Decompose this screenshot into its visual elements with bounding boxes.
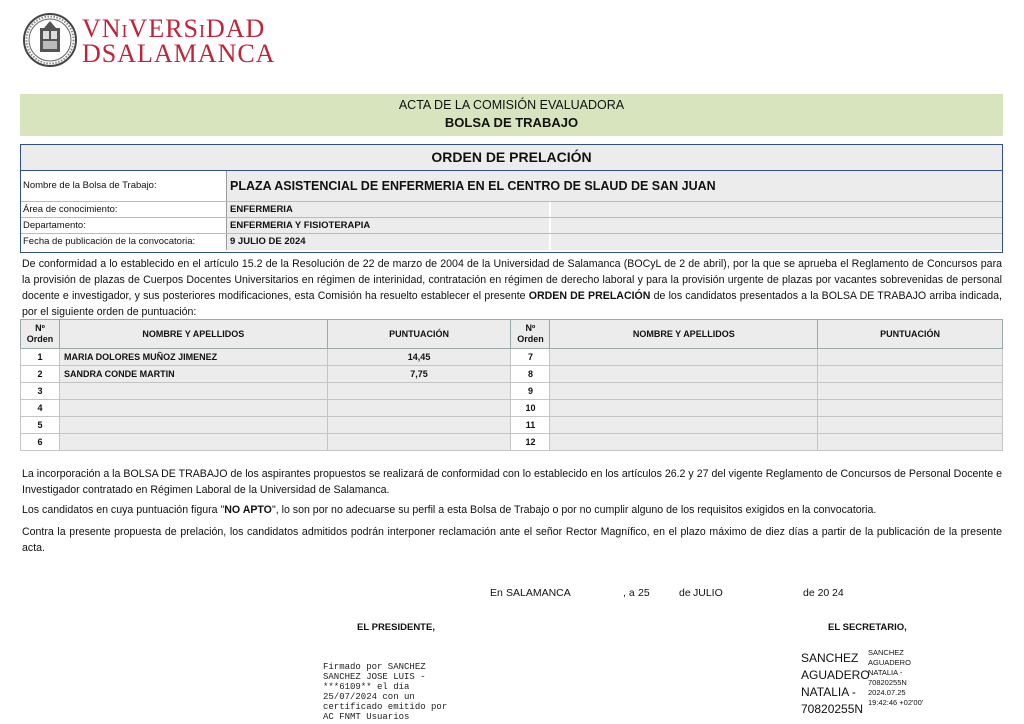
appeal-paragraph: Contra la presente propuesta de prelación, los candidatos admitidos podrán interponer reclamación ante el señor Rector Magnífico, en el plazo máximo de diez días a partir de la publicación de la presente acta. xyxy=(22,526,1002,554)
month-field: JULIO xyxy=(693,587,723,599)
header-line-2: BOLSA DE TRABAJO xyxy=(444,115,579,130)
order-cell: 8 xyxy=(511,366,550,383)
field-row-departamento xyxy=(21,218,1002,234)
secretary-title: EL SECRETARIO, xyxy=(828,622,907,633)
order-cell: 6 xyxy=(21,434,60,451)
name-cell xyxy=(59,417,327,434)
university-logo xyxy=(22,12,276,70)
score-cell xyxy=(327,417,511,434)
field-value: PLAZA ASISTENCIAL DE ENFERMERIA EN EL CENTRO DE SLAUD DE SAN JUAN xyxy=(227,171,1002,201)
header-order: Nº Orden xyxy=(21,320,60,349)
document-header xyxy=(20,94,1003,136)
score-cell: 7,75 xyxy=(327,366,511,383)
place-comma-label: , a xyxy=(623,587,635,599)
name-cell: MARIA DOLORES MUÑOZ JIMENEZ xyxy=(59,349,327,366)
info-box xyxy=(20,144,1003,253)
secretary-signature-name: SANCHEZ AGUADERO NATALIA - 70820255N xyxy=(801,651,870,716)
score-cell xyxy=(818,366,1003,383)
order-cell: 1 xyxy=(21,349,60,366)
score-cell xyxy=(327,434,511,451)
table-row xyxy=(21,366,1003,383)
name-cell xyxy=(59,400,327,417)
secretary-signature-stamp: SANCHEZ AGUADERO NATALIA - 70820255N 2024.07.25 19:42:46 +02'00' xyxy=(868,648,924,707)
name-cell xyxy=(550,383,818,400)
score-cell xyxy=(327,400,511,417)
field-row-area xyxy=(21,202,1002,218)
score-cell xyxy=(818,417,1003,434)
university-name: VNiVERSiDAD DSALAMANCA xyxy=(82,14,276,68)
field-label: Departamento: xyxy=(21,218,227,233)
city-field: SALAMANCA xyxy=(506,587,571,599)
name-cell xyxy=(550,366,818,383)
year-prefix-label: de 20 xyxy=(803,587,830,599)
field-label: Fecha de publicación de la convocatoria: xyxy=(21,234,227,250)
field-row-bolsa xyxy=(21,171,1002,202)
table-row xyxy=(21,349,1003,366)
table-row xyxy=(21,400,1003,417)
president-title: EL PRESIDENTE, xyxy=(357,622,435,633)
field-value: ENFERMERIA xyxy=(227,202,1002,217)
table-row xyxy=(21,417,1003,434)
header-name: NOMBRE Y APELLIDOS xyxy=(59,320,327,349)
table-row xyxy=(21,383,1003,400)
place-de-label: de xyxy=(679,587,691,599)
president-signature-stamp: Firmado por SANCHEZ SANCHEZ JOSE LUIS - ***6109** el día 25/07/2024 con un certificado emitido por AC FNMT Usuarios xyxy=(323,662,448,722)
name-cell xyxy=(59,383,327,400)
order-cell: 5 xyxy=(21,417,60,434)
field-value: ENFERMERIA Y FISIOTERAPIA xyxy=(227,218,1002,233)
year-field: 24 xyxy=(832,587,844,599)
name-cell xyxy=(59,434,327,451)
score-cell xyxy=(818,434,1003,451)
intro-paragraph: De conformidad a lo establecido en el artículo 15.2 de la Resolución de 22 de marzo de 2004 de la Universidad de Salamanca (BOCyL de 2 de abril), por la que se aprueba el Reglamento de Concursos para la provisión de plazas de Cuerpos Docentes Universitarios en régimen de interinidad, contratación en régimen de derecho laboral y para la provisión urgente de plazas por vacantes sobrevenidas de personal docente e investigador, y sus posteriores modificaciones, esta Comisión ha resuelto establecer el presente ORDEN DE PRELACIÓN de los candidatos presentados a la BOLSA DE TRABAJO arriba indicada, por el siguiente orden de puntuación: xyxy=(22,258,1002,318)
name-cell: SANDRA CONDE MARTIN xyxy=(59,366,327,383)
university-seal-icon xyxy=(22,12,78,68)
candidates-table xyxy=(20,319,1003,451)
incorporation-paragraph: La incorporación a la BOLSA DE TRABAJO de los aspirantes propuestos se realizará de conformidad con lo establecido en los artículos 26.2 y 27 del vigente Reglamento de Concursos de Personal Docente e Investigador contratado en Régimen Laboral de la Universidad de Salamanca. xyxy=(22,468,1002,496)
order-cell: 7 xyxy=(511,349,550,366)
name-cell xyxy=(550,400,818,417)
name-cell xyxy=(550,417,818,434)
score-cell xyxy=(818,349,1003,366)
place-en-label: En xyxy=(490,587,503,599)
score-cell xyxy=(818,383,1003,400)
order-cell: 11 xyxy=(511,417,550,434)
score-cell xyxy=(327,383,511,400)
field-value: 9 JULIO DE 2024 xyxy=(227,234,1002,250)
day-field: 25 xyxy=(638,587,650,599)
header-score: PUNTUACIÓN xyxy=(327,320,511,349)
header-score: PUNTUACIÓN xyxy=(818,320,1003,349)
order-cell: 4 xyxy=(21,400,60,417)
order-cell: 9 xyxy=(511,383,550,400)
field-label: Área de conocimiento: xyxy=(21,202,227,217)
order-cell: 3 xyxy=(21,383,60,400)
name-cell xyxy=(550,349,818,366)
field-label: Nombre de la Bolsa de Trabajo: xyxy=(21,171,227,201)
no-apto-paragraph: Los candidatos en cuya puntuación figura "NO APTO", lo son por no adecuarse su perfil a esta Bolsa de Trabajo o por no cumplir alguno de los requisitos exigidos en la convocatoria. xyxy=(22,504,877,516)
name-cell xyxy=(550,434,818,451)
order-cell: 12 xyxy=(511,434,550,451)
header-line-1: ACTA DE LA COMISIÓN EVALUADORA xyxy=(398,98,625,112)
score-cell: 14,45 xyxy=(327,349,511,366)
score-cell xyxy=(818,400,1003,417)
header-name: NOMBRE Y APELLIDOS xyxy=(550,320,818,349)
section-title: ORDEN DE PRELACIÓN xyxy=(21,145,1002,171)
field-row-fecha xyxy=(21,234,1002,250)
order-cell: 10 xyxy=(511,400,550,417)
order-cell: 2 xyxy=(21,366,60,383)
table-row xyxy=(21,434,1003,451)
table-header-row xyxy=(21,320,1003,349)
header-order: Nº Orden xyxy=(511,320,550,349)
